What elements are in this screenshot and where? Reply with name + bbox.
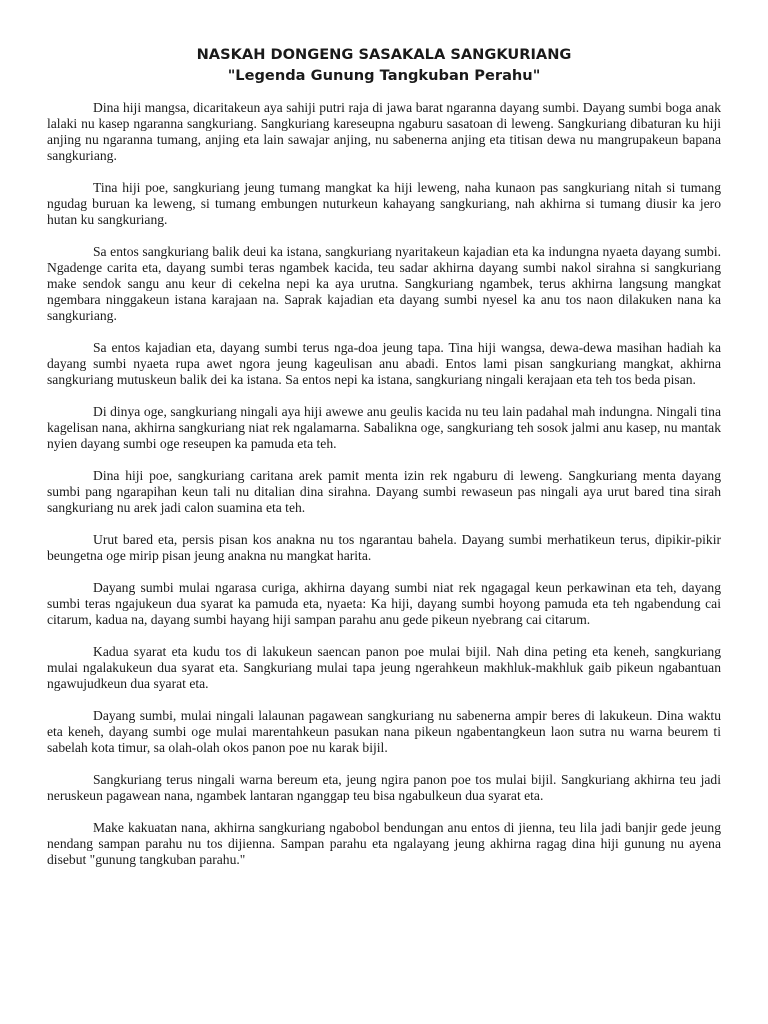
paragraph-5: Di dinya oge, sangkuriang ningali aya hiji awewe anu geulis kacida nu teu lain padahal mah indungna. Ningali tina kagelisan nana, akhirna sangkuriang niat rek ngalamarna. Sabalikna oge, sangkuriang teh sosok jalmi anu kasep, nu mantak nyien dayang sumbi oge reseupen ka pamuda eta teh. — [47, 403, 721, 451]
document-page — [47, 44, 721, 884]
paragraph-9: Kadua syarat eta kudu tos di lakukeun saencan panon poe mulai bijil. Nah dina peting eta keneh, sangkuriang mulai ngalakukeun dua syarat eta. Sangkuriang mulai tapa jeung ngerahkeun makhluk-makhluk gaib pikeun ngabantuan ngawujudkeun dua syarat eta. — [47, 643, 721, 691]
paragraph-7: Urut bared eta, persis pisan kos anakna nu tos ngarantau bahela. Dayang sumbi merhatikeun terus, dipikir-pikir beungetna oge mirip pisan jeung anakna nu mangkat harita. — [47, 531, 721, 563]
paragraph-1: Dina hiji mangsa, dicaritakeun aya sahiji putri raja di jawa barat ngaranna dayang sumbi. Dayang sumbi boga anak lalaki nu kasep ngaranna sangkuriang. Sangkuriang kareseupna ngaburu sasatoan di leweng. Sangkuriang dibaturan ku hiji anjing nu ngaranna tumang, anjing eta lain sawajar anjing, nu sabenerna anjing eta titisan dewa nu mangrupakeun bapana sangkuriang. — [47, 100, 721, 163]
paragraph-3: Sa entos sangkuriang balik deui ka istana, sangkuriang nyaritakeun kajadian eta ka indungna nyaeta dayang sumbi. Ngadenge carita eta, dayang sumbi teras ngambek kacida, teu sadar akhirna dayang sumbi nakol sirahna si sangkuriang make sendok sangu anu keur di cekelna nepi ka aya urutna. Sangkuriang ngambek, terus akhirna langsung mangkat ngembara ninggakeun istana karajaan na. Saprak kajadian eta dayang sumbi nyesel ka anu tos naon dilakuken nana ka sangkuriang. — [47, 243, 721, 323]
title-block — [47, 44, 721, 86]
paragraph-12: Make kakuatan nana, akhirna sangkuriang ngabobol bendungan anu entos di jienna, teu lila jadi banjir gede jeung nendang sampan parahu nu tos dijienna. Sampan parahu eta ngalayang jeung akhirna ragag dina hiji gunung nu ayena disebut "gunung tangkuban parahu." — [47, 820, 721, 867]
paragraph-10: Dayang sumbi, mulai ningali lalaunan pagawean sangkuriang nu sabenerna ampir beres di lakukeun. Dina waktu eta keneh, dayang sumbi oge mulai marentahkeun pasukan nana pikeun ngabentangkeun laon sutra nu warna beurem ti sabelah kota timur, sa olah-olah okos panon poe nu karak bijil. — [47, 707, 721, 755]
paragraph-2: Tina hiji poe, sangkuriang jeung tumang mangkat ka hiji leweng, naha kunaon pas sangkuriang nitah si tumang ngudag buruan ka leweng, si tumang embungen nuturkeun kahayang sangkuriang, nah akhirna si tumang diusir ka jero hutan ku sangkuriang. — [47, 179, 721, 227]
document-body — [47, 100, 721, 868]
document-subtitle: "Legenda Gunung Tangkuban Perahu" — [227, 67, 541, 84]
paragraph-11: Sangkuriang terus ningali warna bereum eta, jeung ngira panon poe tos mulai bijil. Sangkuriang akhirna teu jadi neruskeun pagawean nana, ngambek lantaran nganggap teu bisa ngabulkeun dua syarat eta. — [47, 771, 721, 803]
paragraph-6: Dina hiji poe, sangkuriang caritana arek pamit menta izin rek ngaburu di leweng. Sangkuriang menta dayang sumbi pang ngarapihan keun tali nu ditalian dina sirahna. Dayang sumbi rewaseun pas ningali aya urut bared tina sirah sangkuriang nu arek jadi calon suamina eta teh. — [47, 467, 721, 515]
paragraph-8: Dayang sumbi mulai ngarasa curiga, akhirna dayang sumbi niat rek ngagagal keun perkawinan eta teh, dayang sumbi teras ngajukeun dua syarat ka pamuda eta, nyaeta: Ka hiji, dayang sumbi hoyong pamuda eta teh ngabendung cai citarum, kadua na, dayang sumbi hayang hiji sampan parahu anu gede pikeun nyebrang cai citarum. — [47, 579, 721, 627]
paragraph-4: Sa entos kajadian eta, dayang sumbi terus nga-doa jeung tapa. Tina hiji wangsa, dewa-dewa masihan hadiah ka dayang sumbi nyaeta rupa awet ngora jeung kageulisan anu abadi. Entos lami pisan sangkuriang mangkat, akhirna sangkuriang mutuskeun balik dei ka istana. Sa entos nepi ka istana, sangkuriang ningali kerajaan eta teh tos beda pisan. — [47, 339, 721, 387]
document-title: NASKAH DONGENG SASAKALA SANGKURIANG — [196, 46, 572, 63]
